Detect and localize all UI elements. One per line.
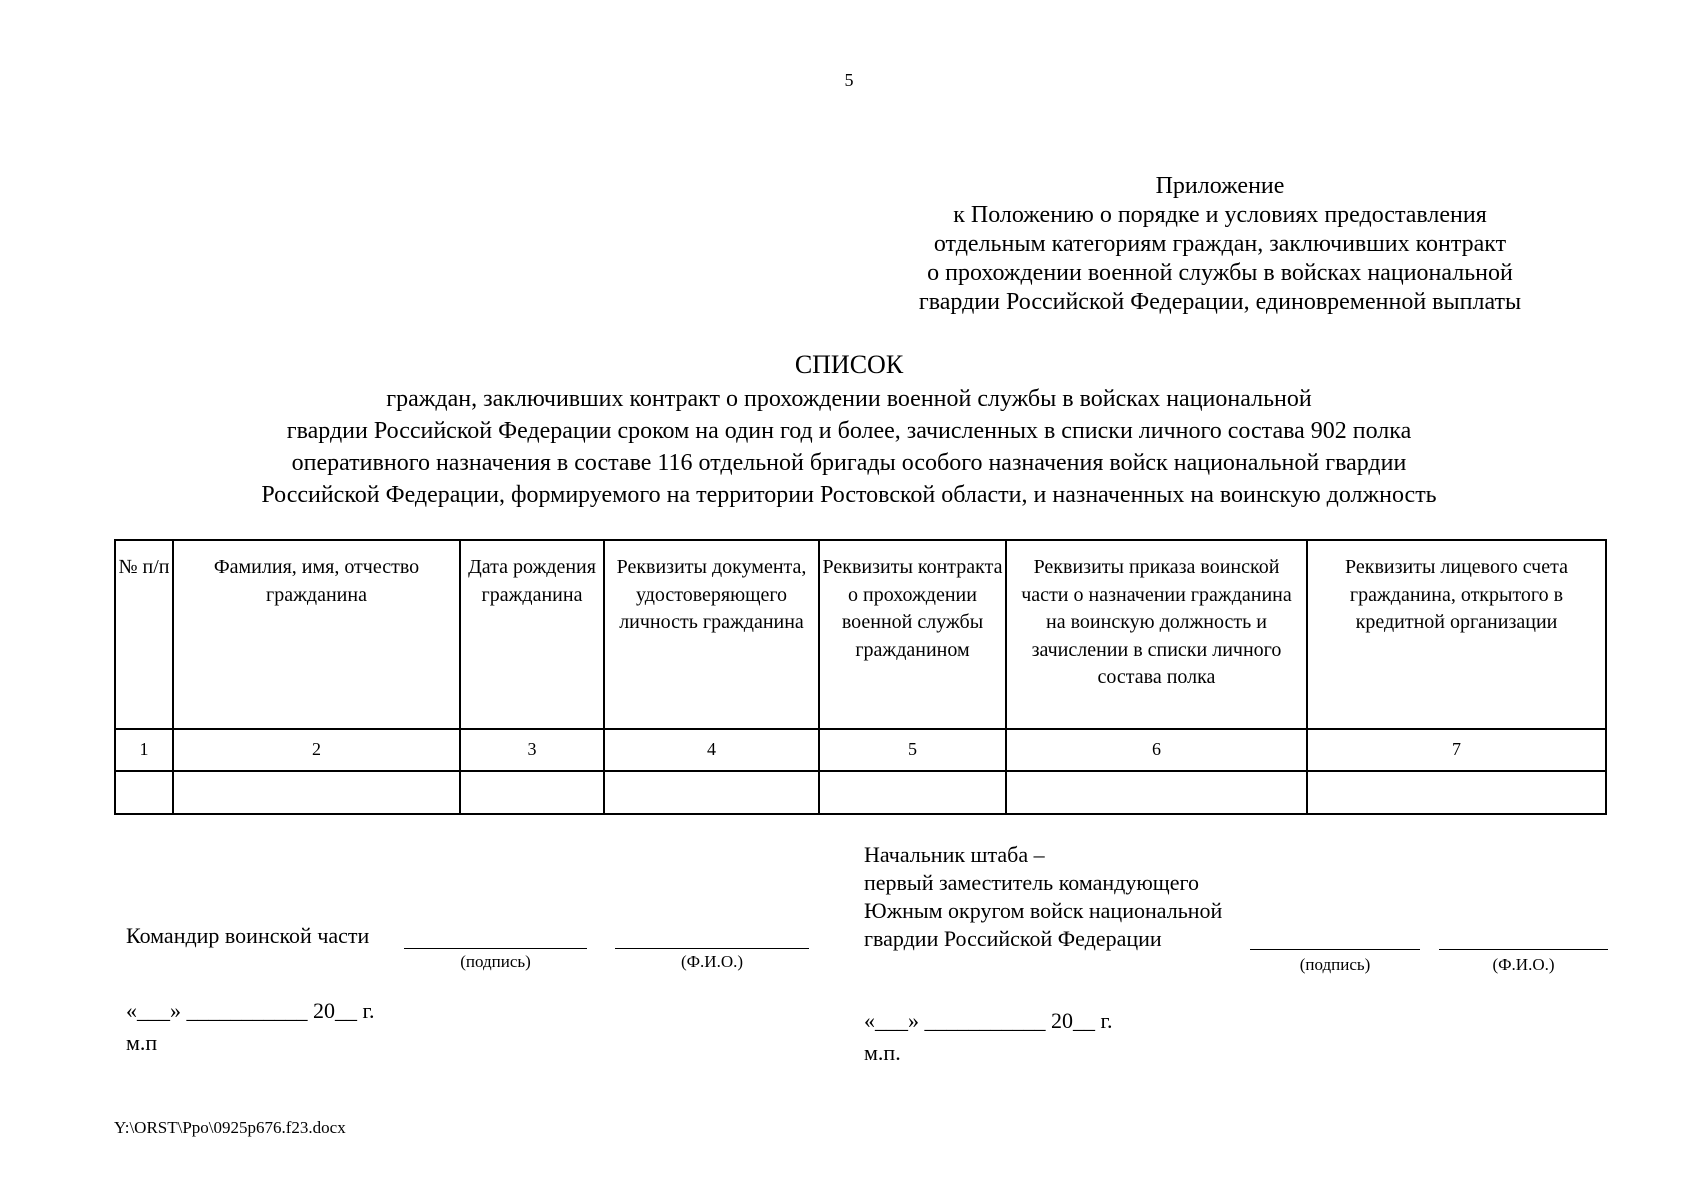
header-bank-account: Реквизиты лицевого счета гражданина, открытого в кредитной организации — [1307, 540, 1606, 729]
subtitle-line: граждан, заключивших контракт о прохождении военной службы в войсках национальной — [386, 386, 1312, 412]
table-column-numbers-row — [115, 729, 1606, 771]
commander-signature-line — [404, 948, 587, 949]
column-number: 1 — [115, 729, 173, 771]
table-cell — [115, 771, 173, 814]
chief-date-line: «___» ___________ 20__ г. — [864, 1008, 1113, 1033]
table-row — [115, 771, 1606, 814]
commander-date-line: «___» ___________ 20__ г. — [126, 998, 375, 1023]
chief-name-caption: (Ф.И.О.) — [1492, 955, 1555, 974]
commander-signature-caption: (подпись) — [460, 952, 531, 971]
appendix-block — [860, 172, 1580, 317]
column-number: 5 — [819, 729, 1006, 771]
table-cell — [1307, 771, 1606, 814]
appendix-line: отдельным категориям граждан, заключивших контракт — [933, 231, 1507, 257]
table-cell — [819, 771, 1006, 814]
header-full-name: Фамилия, имя, отчество гражданина — [173, 540, 460, 729]
column-number: 7 — [1307, 729, 1606, 771]
subtitle-line: гвардии Российской Федерации сроком на один год и более, зачисленных в списки личного состава 902 полка — [286, 418, 1412, 444]
chief-stamp: м.п. — [864, 1040, 901, 1065]
column-number: 6 — [1006, 729, 1307, 771]
subtitle-line: оперативного назначения в составе 116 отдельной бригады особого назначения войск национальной гвардии — [291, 450, 1407, 476]
chief-signature-caption: (подпись) — [1299, 955, 1371, 974]
chief-label-line: гвардии Российской Федерации — [864, 926, 1162, 951]
commander-label: Командир воинской части — [126, 923, 370, 948]
appendix-line: Приложение — [1155, 173, 1285, 199]
column-number: 2 — [173, 729, 460, 771]
chief-of-staff-label — [864, 841, 1222, 953]
appendix-line: о прохождении военной службы в войсках национальной — [927, 260, 1513, 286]
subtitle-line: Российской Федерации, формируемого на территории Ростовской области, и назначенных на воинскую должность — [261, 482, 1437, 508]
header-number: № п/п — [115, 540, 173, 729]
chief-label-line: Южным округом войск национальной — [864, 898, 1223, 923]
header-identity-document: Реквизиты документа, удостоверяющего личность гражданина — [604, 540, 819, 729]
table-cell — [1006, 771, 1307, 814]
commander-stamp: м.п — [126, 1030, 158, 1055]
column-number: 3 — [460, 729, 604, 771]
header-birth-date: Дата рождения гражданина — [460, 540, 604, 729]
header-contract: Реквизиты контракта о прохождении военной службы гражданином — [819, 540, 1006, 729]
table-cell — [604, 771, 819, 814]
chief-name-line — [1439, 949, 1608, 950]
file-path: Y:\ORST\Ppo\0925p676.f23.docx — [114, 1118, 346, 1137]
appendix-line: к Положению о порядке и условиях предоставления — [953, 202, 1487, 228]
document-subtitle — [100, 383, 1598, 511]
table-header-row — [115, 540, 1606, 729]
appendix-line: гвардии Российской Федерации, единовременной выплаты — [918, 289, 1522, 315]
page-number: 5 — [844, 70, 854, 90]
header-order: Реквизиты приказа воинской части о назначении гражданина на воинскую должность и зачислении в списки личного состава полка — [1006, 540, 1307, 729]
commander-name-caption: (Ф.И.О.) — [680, 952, 744, 971]
table-cell — [173, 771, 460, 814]
column-number: 4 — [604, 729, 819, 771]
chief-label-line: первый заместитель командующего — [864, 870, 1199, 895]
document-title: СПИСОК — [794, 350, 904, 379]
citizens-table — [114, 539, 1607, 815]
chief-label-line: Начальник штаба – — [864, 842, 1045, 867]
commander-name-line — [615, 948, 809, 949]
chief-signature-line — [1250, 949, 1420, 950]
table-cell — [460, 771, 604, 814]
